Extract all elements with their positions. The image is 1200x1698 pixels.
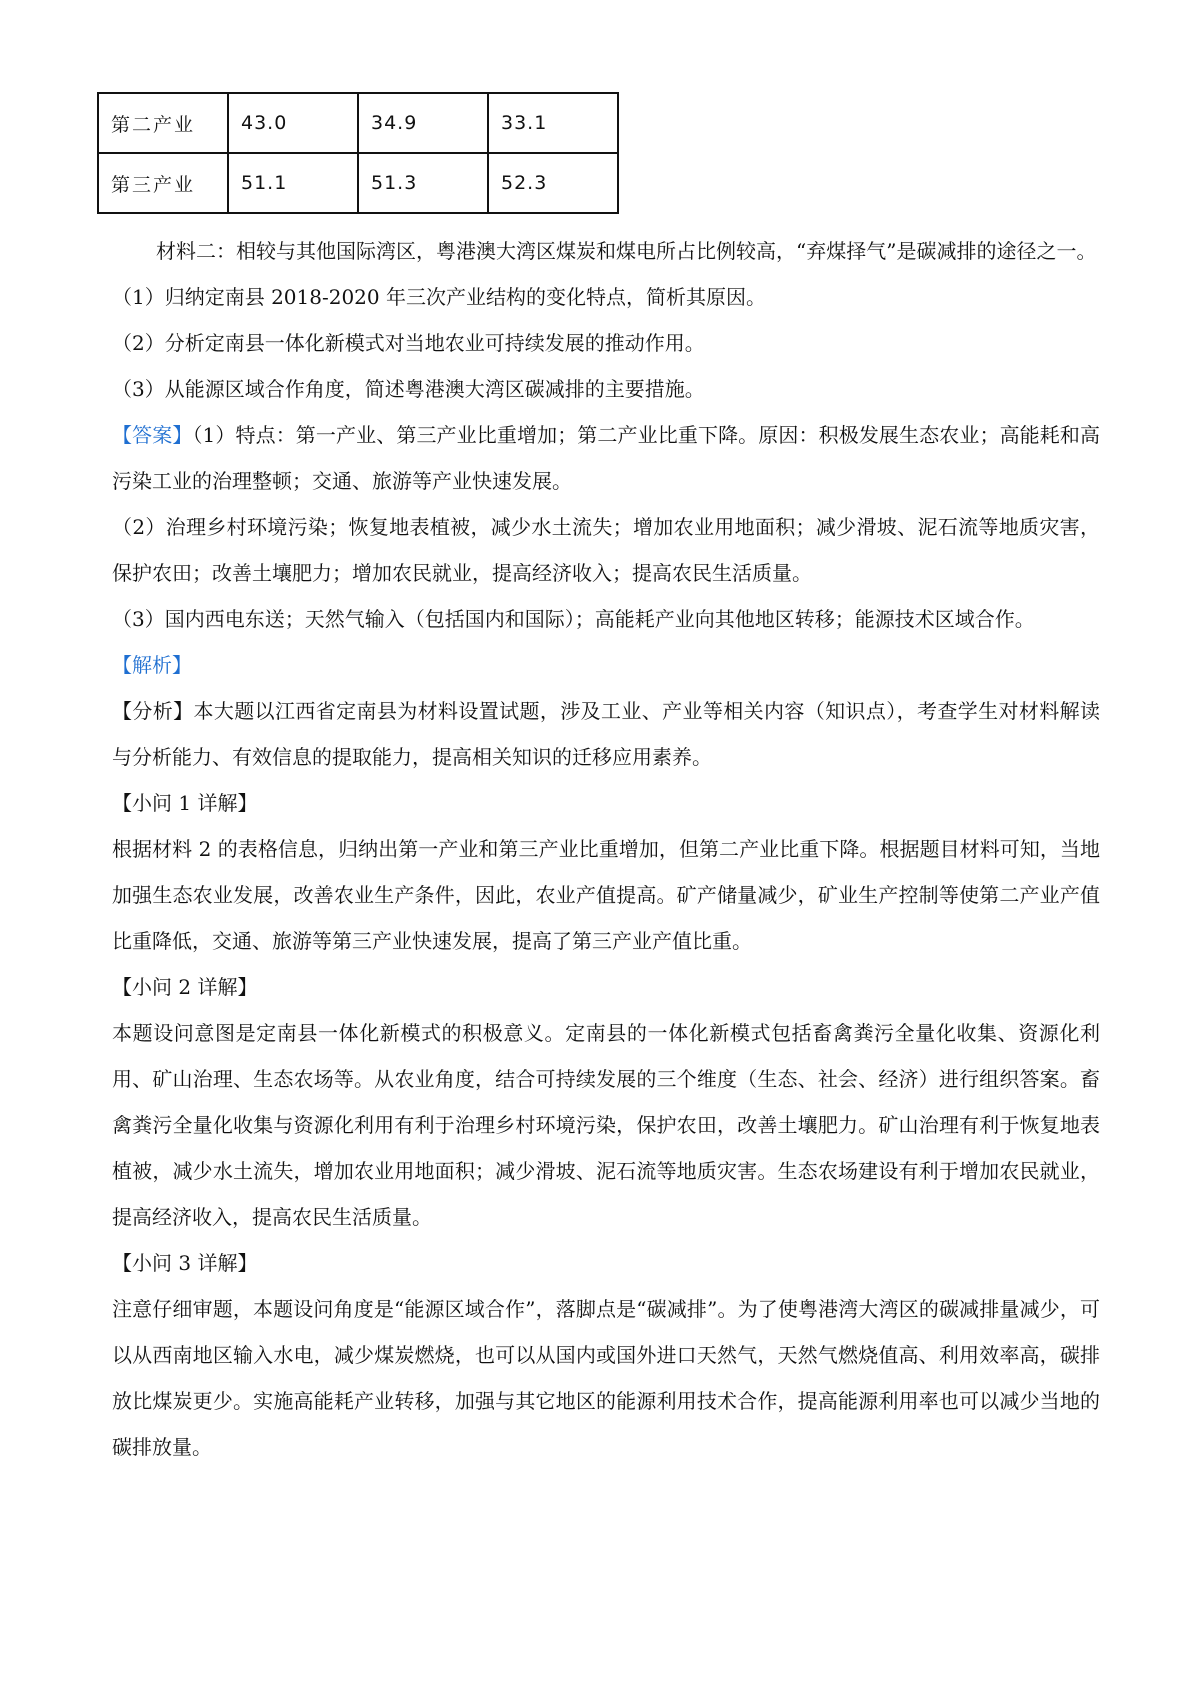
sub-question-1-title: 【小问 1 详解】 bbox=[112, 791, 258, 815]
table-row-label: 第二产业 bbox=[98, 93, 228, 153]
table-row-label: 第三产业 bbox=[98, 153, 228, 213]
table-cell: 52.3 bbox=[488, 153, 618, 213]
question-1: （1）归纳定南县 2018-2020 年三次产业结构的变化特点，简析其原因。 bbox=[112, 285, 766, 309]
analysis-label: 【解析】 bbox=[112, 653, 192, 677]
table-row bbox=[98, 153, 618, 213]
answer-3-paragraph: （3）国内西电东送；天然气输入（包括国内和国际）；高能耗产业向其他地区转移；能源技术区域合作。 bbox=[112, 607, 1035, 631]
industry-structure-table bbox=[97, 92, 619, 214]
question-2: （2）分析定南县一体化新模式对当地农业可持续发展的推动作用。 bbox=[112, 331, 705, 355]
sub-question-2-text: 本题设问意图是定南县一体化新模式的积极意义。定南县的一体化新模式包括畜禽粪污全量化收集、资源化利用、矿山治理、生态农场等。从农业角度，结合可持续发展的三个维度（生态、社会、经济）进行组织答案。畜禽粪污全量化收集与资源化利用有利于治理乡村环境污染，保护农田，改善土壤肥力。矿山治理有利于恢复地表植被，减少水土流失，增加农业用地面积；减少滑坡、泥石流等地质灾害。生态农场建设有利于增加农民就业，提高经济收入，提高农民生活质量。 bbox=[112, 1021, 1100, 1229]
sub-question-3-text: 注意仔细审题，本题设问角度是“能源区域合作”，落脚点是“碳减排”。为了使粤港湾大湾区的碳减排量减少，可以从西南地区输入水电，减少煤炭燃烧，也可以从国内或国外进口天然气，天然气燃烧值高、利用效率高，碳排放比煤炭更少。实施高能耗产业转移，加强与其它地区的能源利用技术合作，提高能源利用率也可以减少当地的碳排放量。 bbox=[112, 1297, 1100, 1459]
table-cell: 51.3 bbox=[358, 153, 488, 213]
table-cell: 34.9 bbox=[358, 93, 488, 153]
sub-question-1-text: 根据材料 2 的表格信息，归纳出第一产业和第三产业比重增加，但第二产业比重下降。根据题目材料可知，当地加强生态农业发展，改善农业生产条件，因此，农业产值提高。矿产储量减少，矿业生产控制等使第二产业产值比重降低，交通、旅游等第三产业快速发展，提高了第三产业产值比重。 bbox=[112, 837, 1100, 953]
sub-question-2-title: 【小问 2 详解】 bbox=[112, 975, 258, 999]
document-body bbox=[112, 228, 1100, 1470]
table-cell: 33.1 bbox=[488, 93, 618, 153]
table-cell: 43.0 bbox=[228, 93, 358, 153]
answer-1-paragraph bbox=[112, 412, 1100, 504]
answer-2-paragraph: （2）治理乡村环境污染；恢复地表植被，减少水土流失；增加农业用地面积；减少滑坡、泥石流等地质灾害，保护农田；改善土壤肥力；增加农民就业，提高经济收入；提高农民生活质量。 bbox=[112, 515, 1100, 585]
answer-1-text: （1）特点：第一产业、第三产业比重增加；第二产业比重下降。原因：积极发展生态农业；高能耗和高污染工业的治理整顿；交通、旅游等产业快速发展。 bbox=[112, 423, 1100, 493]
analysis-overview: 【分析】本大题以江西省定南县为材料设置试题，涉及工业、产业等相关内容（知识点），考查学生对材料解读与分析能力、有效信息的提取能力，提高相关知识的迁移应用素养。 bbox=[112, 699, 1100, 769]
material-two-paragraph: 材料二：相较与其他国际湾区，粤港澳大湾区煤炭和煤电所占比例较高，“弃煤择气”是碳减排的途径之一。 bbox=[156, 239, 1097, 263]
question-3: （3）从能源区域合作角度，简述粤港澳大湾区碳减排的主要措施。 bbox=[112, 377, 705, 401]
table-row bbox=[98, 93, 618, 153]
table-cell: 51.1 bbox=[228, 153, 358, 213]
sub-question-3-title: 【小问 3 详解】 bbox=[112, 1251, 258, 1275]
answer-label: 【答案】 bbox=[112, 423, 193, 447]
